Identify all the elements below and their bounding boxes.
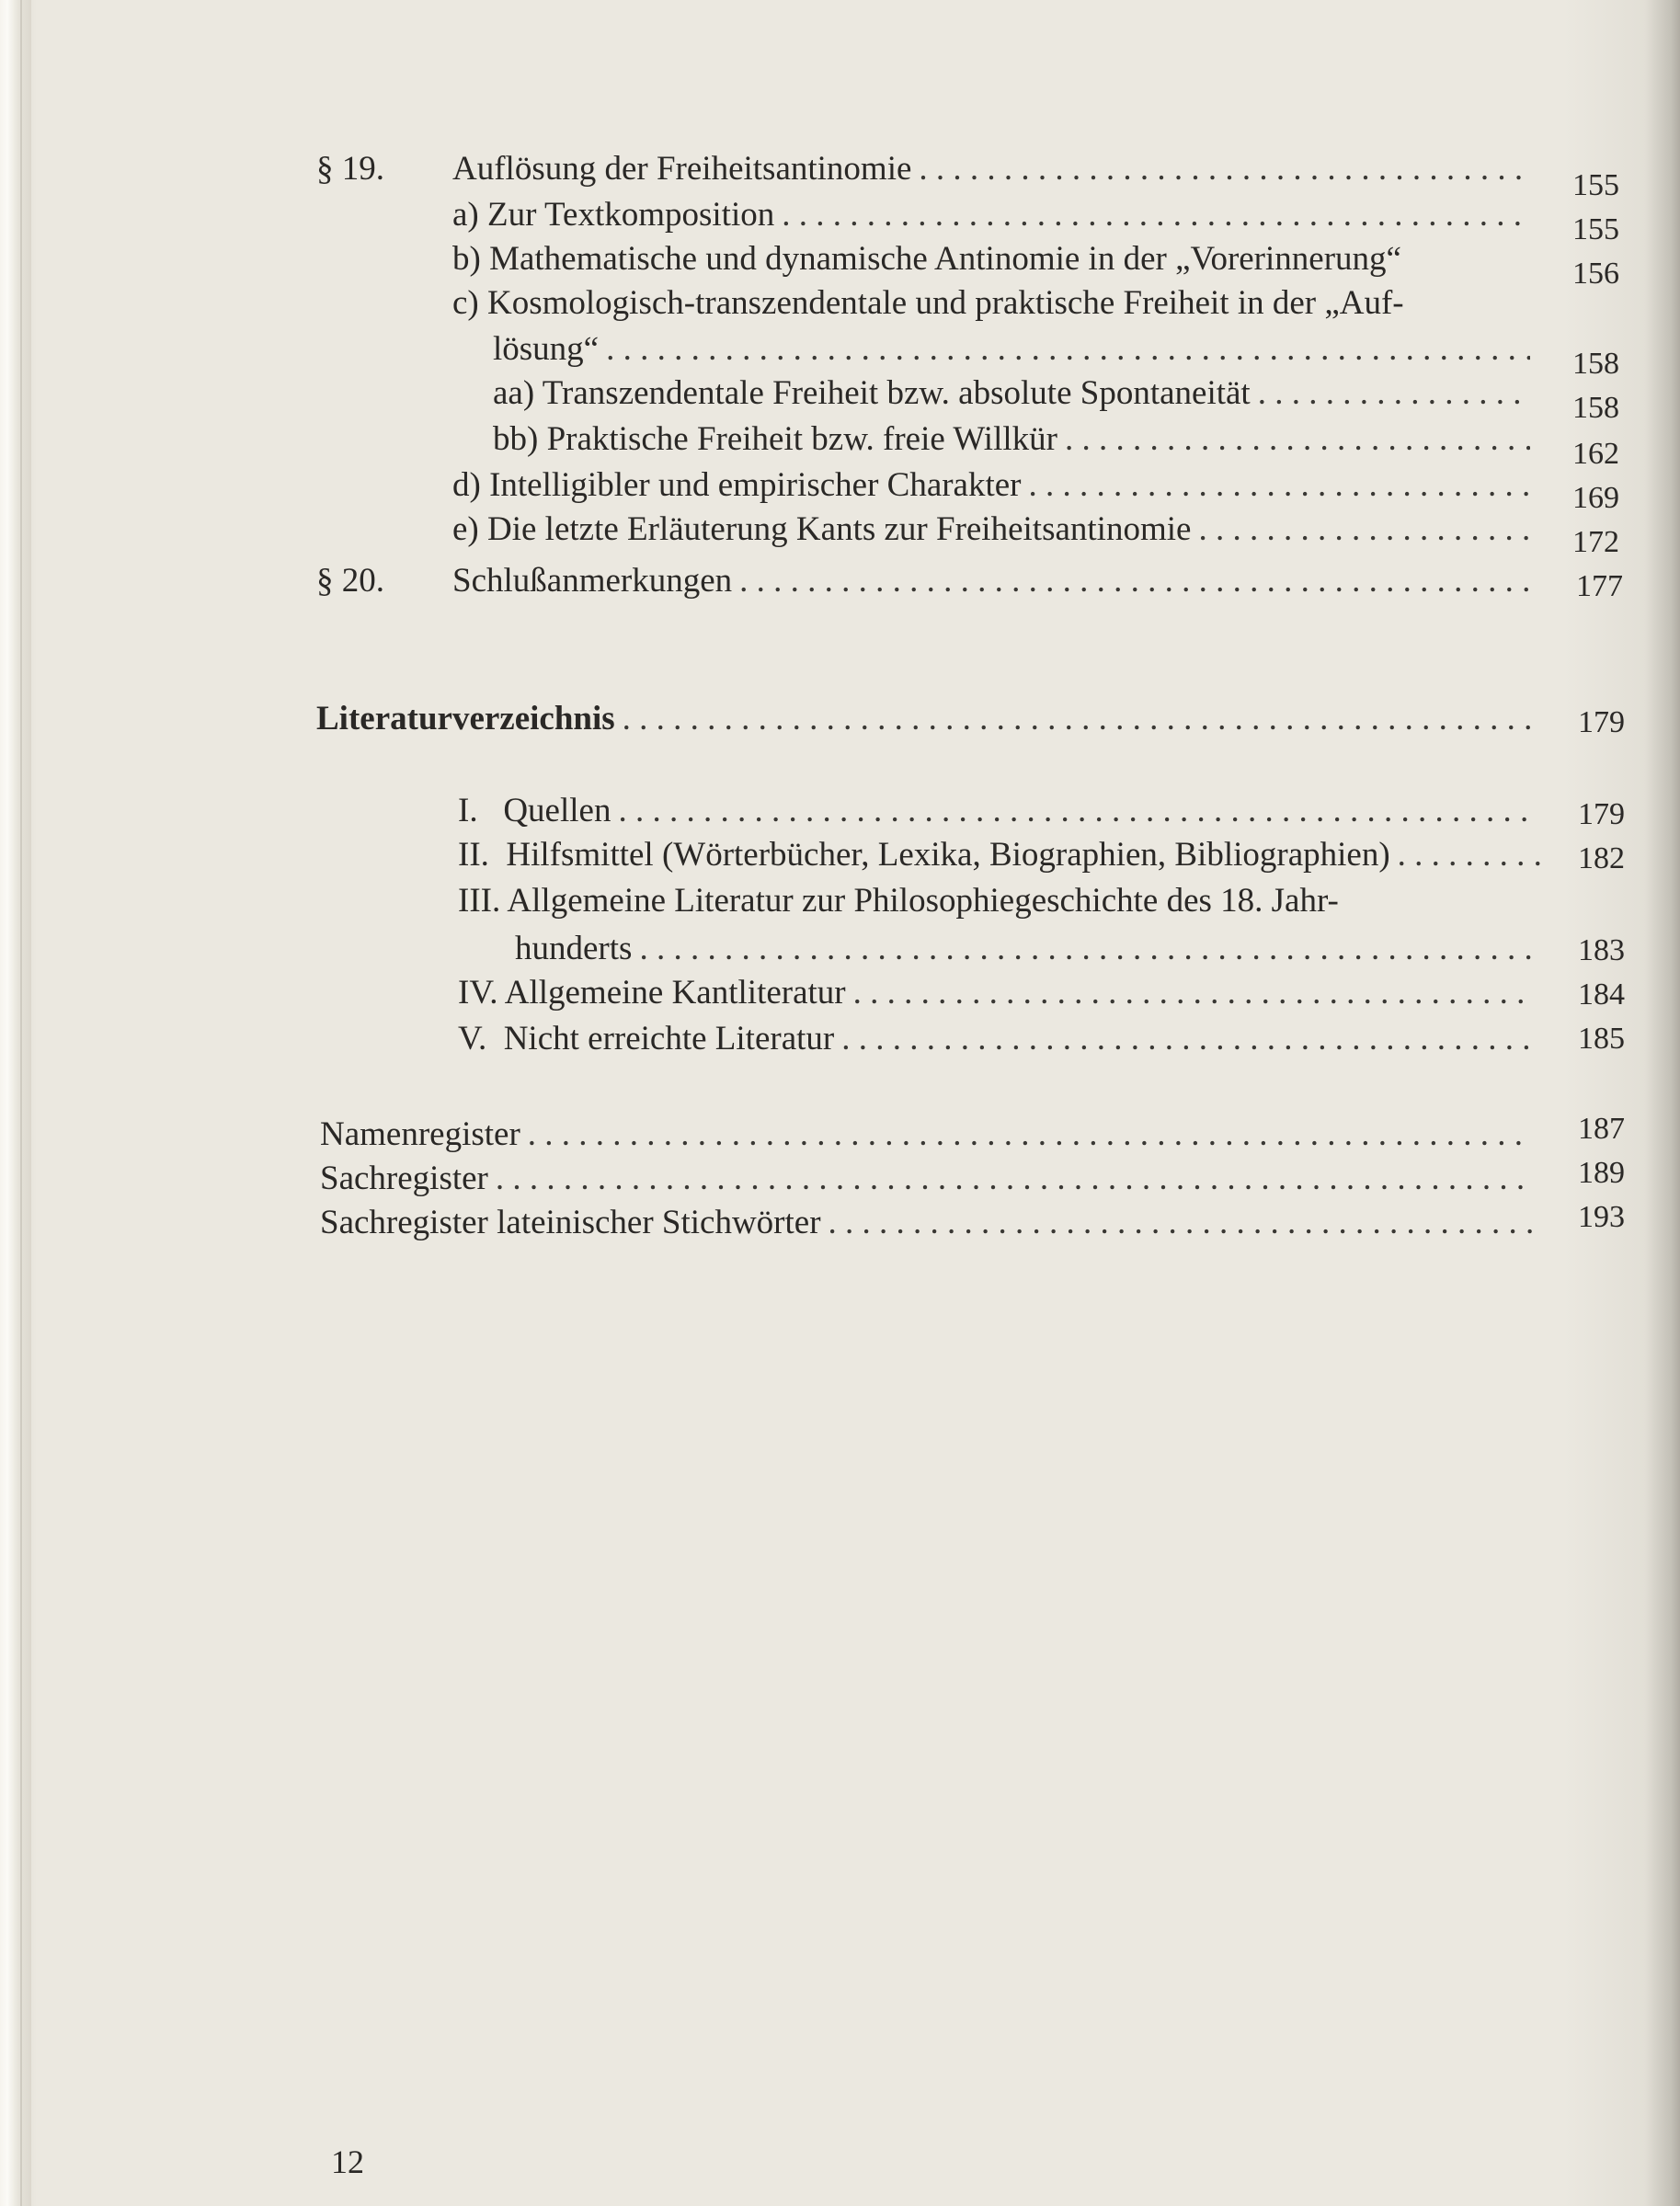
toc-entry-label: IV. Allgemeine Kantliteratur — [458, 974, 846, 1012]
toc-page-number: 162 — [1572, 437, 1619, 471]
toc-page-number: 185 — [1578, 1022, 1625, 1056]
toc-page-number: 179 — [1578, 705, 1625, 739]
toc-page-number: 183 — [1578, 933, 1625, 967]
dot-leader — [1198, 508, 1530, 552]
toc-entry-lit-4 — [458, 971, 1539, 1015]
dot-leader — [919, 147, 1530, 191]
dot-leader — [618, 789, 1532, 833]
toc-entry-s19d — [452, 463, 1537, 508]
toc-entry-s20 — [316, 559, 1537, 603]
toc-entry-label: Sachregister lateinischer Stichwörter — [320, 1204, 821, 1241]
section-number: § 20. — [316, 562, 384, 600]
dot-leader — [528, 1113, 1532, 1157]
toc-entry-label: Literaturverzeichnis — [316, 700, 615, 737]
toc-page-number: 156 — [1572, 257, 1619, 291]
dot-leader — [496, 1157, 1532, 1201]
toc-entry-s19b — [452, 237, 1537, 281]
toc-entry-label: III. Allgemeine Literatur zur Philosophiegeschichte des 18. Jahr- — [458, 882, 1339, 920]
toc-entry-label: bb) Praktische Freiheit bzw. freie Willkür — [493, 420, 1057, 458]
dot-leader — [853, 971, 1532, 1015]
dot-leader — [829, 1201, 1532, 1245]
section-number: § 19. — [316, 150, 384, 188]
toc-page-number: 187 — [1578, 1112, 1625, 1146]
dot-leader — [639, 927, 1532, 971]
toc-entry-lit-1 — [458, 789, 1539, 833]
toc-page-number: 172 — [1572, 525, 1619, 559]
toc-entry-s19c-line2 — [493, 327, 1537, 371]
toc-entry-label: d) Intelligibler und empirischer Charakter — [452, 466, 1022, 504]
toc-page-number: 184 — [1578, 977, 1625, 1012]
page-number: 12 — [331, 2143, 364, 2180]
toc-entry-s19e — [452, 508, 1537, 552]
dot-leader — [1258, 371, 1530, 416]
toc-entry-lit-3-line1 — [458, 879, 1539, 923]
dot-leader — [1065, 417, 1530, 462]
toc-page-number: 182 — [1578, 841, 1625, 875]
toc-page-number: 177 — [1576, 569, 1623, 603]
toc-entry-s19c-aa — [493, 371, 1537, 416]
toc-entry-label: Sachregister — [320, 1160, 488, 1197]
dot-leader — [606, 327, 1530, 371]
toc-entry-s19a — [452, 193, 1537, 237]
toc-entry-label: I. Quellen — [458, 792, 611, 829]
dot-leader — [623, 697, 1532, 741]
toc-entry-lit-5 — [458, 1017, 1539, 1061]
toc-entry-label: Schlußanmerkungen — [452, 562, 733, 600]
toc-page-number: 169 — [1572, 481, 1619, 515]
toc-entry-s19c-line1 — [452, 281, 1537, 326]
toc-entry-label: Namenregister — [320, 1115, 520, 1153]
dot-leader — [782, 193, 1530, 237]
page-edge-shadow — [1643, 0, 1680, 2206]
toc-page-number: 155 — [1572, 212, 1619, 246]
dot-leader — [1029, 463, 1530, 508]
toc-entry-lit-2 — [458, 833, 1549, 877]
toc-page-number: 189 — [1578, 1156, 1625, 1190]
toc-entry-sachregister-latein — [320, 1201, 1539, 1245]
toc-entry-label: a) Zur Textkomposition — [452, 196, 775, 234]
toc-entry-label: b) Mathematische und dynamische Antinomie in der „Vorerinnerung“ — [452, 240, 1401, 278]
toc-entry-sachregister — [320, 1157, 1539, 1201]
dot-leader — [739, 559, 1530, 603]
toc-entry-s19 — [316, 147, 1537, 191]
toc-entry-label: Auflösung der Freiheitsantinomie — [452, 150, 912, 188]
toc-entry-lit-3-line2 — [515, 927, 1539, 971]
toc-page-number: 158 — [1572, 347, 1619, 381]
toc-page-number: 179 — [1578, 797, 1625, 831]
toc-entry-label: c) Kosmologisch-transzendentale und praktische Freiheit in der „Auf- — [452, 284, 1404, 322]
toc-entry-label: e) Die letzte Erläuterung Kants zur Freiheitsantinomie — [452, 510, 1192, 548]
toc-entry-label: lösung“ — [493, 330, 600, 368]
toc-page-number: 155 — [1572, 168, 1619, 202]
toc-entry-label: aa) Transzendentale Freiheit bzw. absolute Spontaneität — [493, 374, 1251, 412]
toc-page-number: 158 — [1572, 391, 1619, 425]
toc-entry-namenregister — [320, 1113, 1539, 1157]
toc-entry-literaturverzeichnis — [316, 697, 1539, 741]
toc-entry-label: V. Nicht erreichte Literatur — [458, 1020, 835, 1057]
dot-leader — [841, 1017, 1532, 1061]
spine-line — [20, 0, 22, 2206]
page-spine — [0, 0, 31, 2206]
toc-entry-label: hunderts — [515, 930, 633, 967]
toc-entry-label: II. Hilfsmittel (Wörterbücher, Lexika, Biographien, Bibliographien) — [458, 836, 1390, 874]
dot-leader — [1398, 833, 1541, 877]
toc-entry-s19c-bb — [493, 417, 1537, 462]
toc-page-number: 193 — [1578, 1200, 1625, 1234]
